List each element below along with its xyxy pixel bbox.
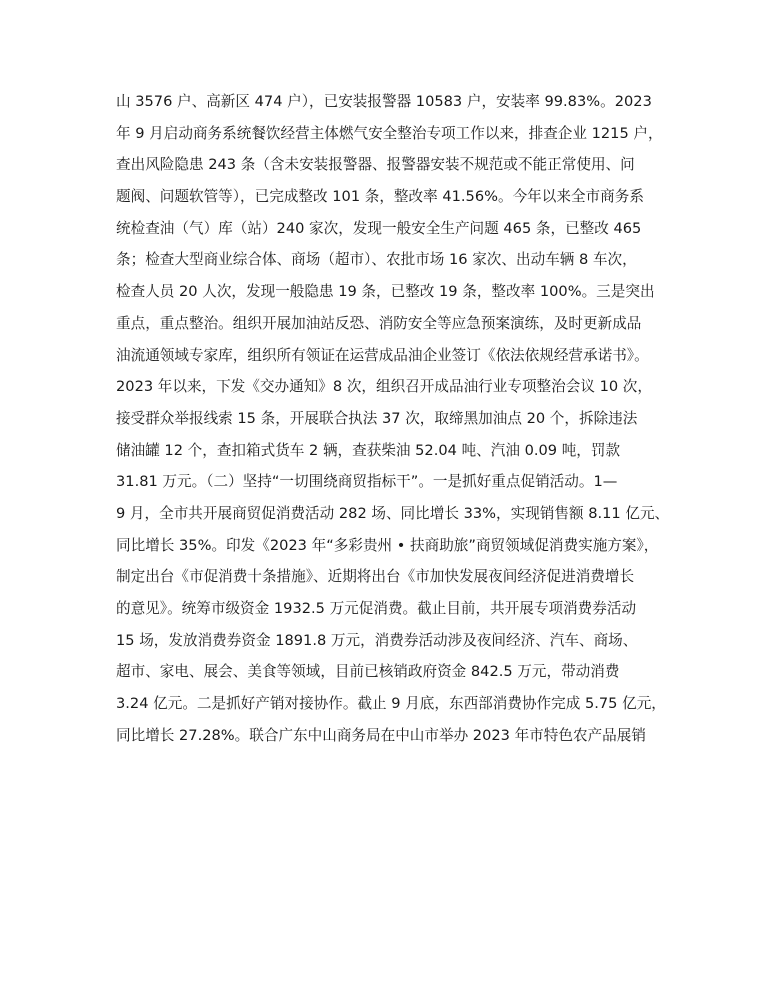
text-line: 超市、家电、展会、美食等领域，目前已核销政府资金 842.5 万元，带动消费 xyxy=(116,663,620,681)
text-line: 2023 年以来，下发《交办通知》8 次，组织召开成品油行业专项整治会议 10 次， xyxy=(116,378,652,396)
text-line: 重点，重点整治。组织开展加油站反恐、消防安全等应急预案演练，及时更新成品 xyxy=(116,314,642,332)
text-line: 9 月，全市共开展商贸促消费活动 282 场、同比增长 33%，实现销售额 8.11 亿元、 xyxy=(116,504,670,522)
text-line: 查出风险隐患 243 条（含未安装报警器、报警器安装不规范或不能正常使用、问 xyxy=(116,156,635,174)
text-line: 题阀、问题软管等），已完成整改 101 条，整改率 41.56%。今年以来全市商务系 xyxy=(116,188,644,206)
text-line: 31.81 万元。（二）坚持“一切围绕商贸指标干”。一是抓好重点促销活动。1— xyxy=(116,473,618,491)
text-line: 的意见》。统筹市级资金 1932.5 万元促消费。截止目前，共开展专项消费券活动 xyxy=(116,600,637,617)
text-line: 储油罐 12 个，查扣箱式货车 2 辆，查获柴油 52.04 吨、汽油 0.09 吨，罚款 xyxy=(116,441,621,459)
text-line: 同比增长 27.28%。联合广东中山商务局在中山市举办 2023 年市特色农产品展销 xyxy=(116,726,646,744)
text-line: 条；检查大型商业综合体、商场（超市）、农批市场 16 家次、出动车辆 8 车次， xyxy=(116,251,637,269)
text-line: 统检查油（气）库（站）240 家次，发现一般安全生产问题 465 条，已整改 465 xyxy=(116,219,642,237)
text-line: 同比增长 35%。印发《2023 年“多彩贵州 • 扶商助旅”商贸领域促消费实施方案》， xyxy=(116,536,659,554)
text-line: 制定出台《市促消费十条措施》、近期将出台《市加快发展夜间经济促进消费增长 xyxy=(116,568,635,586)
text-line: 检查人员 20 人次，发现一般隐患 19 条，已整改 19 条，整改率 100%。三是突出 xyxy=(116,283,655,301)
text-line: 年 9 月启动商务系统餐饮经营主体燃气安全整治专项工作以来，排查企业 1215 户， xyxy=(116,124,663,142)
text-line: 油流通领域专家库，组织所有领证在运营成品油企业签订《依法依规经营承诺书》。 xyxy=(116,346,649,364)
text-line: 15 场，发放消费券资金 1891.8 万元，消费券活动涉及夜间经济、汽车、商场、 xyxy=(116,631,638,649)
body-text xyxy=(116,89,696,754)
text-line: 3.24 亿元。二是抓好产销对接协作。截止 9 月底，东西部消费协作完成 5.75 亿元， xyxy=(116,695,666,713)
text-line: 山 3576 户、高新区 474 户），已安装报警器 10583 户，安装率 99.83%。2023 xyxy=(116,93,652,110)
text-line: 接受群众举报线索 15 条，开展联合执法 37 次，取缔黑加油点 20 个，拆除违法 xyxy=(116,409,638,427)
